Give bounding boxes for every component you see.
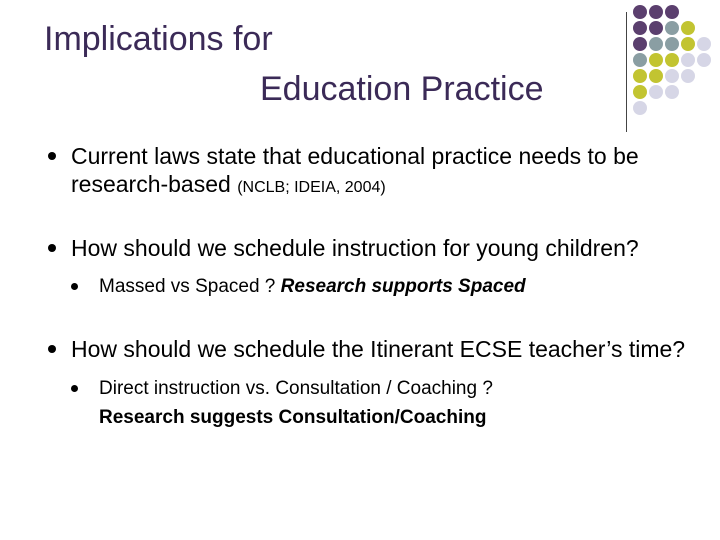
decorative-dot bbox=[649, 53, 663, 67]
decorative-dot bbox=[665, 53, 679, 67]
decorative-dot bbox=[649, 5, 663, 19]
decorative-dot bbox=[649, 85, 663, 99]
bullet-marker bbox=[48, 244, 56, 252]
bullet-marker bbox=[48, 152, 56, 160]
decorative-dot bbox=[697, 53, 711, 67]
decorative-dot bbox=[697, 37, 711, 51]
decorative-dot bbox=[649, 69, 663, 83]
sub-bullet-text: Direct instruction vs. Consultation / Coaching ? bbox=[99, 378, 493, 399]
bullet-text: How should we schedule the Itinerant ECSE teacher’s time? bbox=[71, 336, 686, 362]
bullet-citation: (NCLB; IDEIA, 2004) bbox=[237, 179, 386, 196]
sub-bullet-item bbox=[71, 374, 698, 432]
decorative-dot bbox=[633, 21, 647, 35]
sub-bullet-text: Massed vs Spaced ? bbox=[99, 276, 281, 297]
bullet-marker bbox=[48, 345, 56, 353]
sub-bullet-marker bbox=[71, 385, 78, 392]
decorative-dot bbox=[633, 53, 647, 67]
decorative-dot bbox=[681, 21, 695, 35]
decorative-dot bbox=[633, 69, 647, 83]
title-line-1: Implications for bbox=[44, 20, 273, 58]
sub-bullet-emphasis: Research suggests Consultation/Coaching bbox=[99, 407, 487, 428]
decorative-dot bbox=[665, 69, 679, 83]
decorative-dot bbox=[633, 85, 647, 99]
sub-bullet-marker bbox=[71, 283, 78, 290]
sub-bullet-item bbox=[71, 272, 698, 301]
decorative-dot bbox=[665, 21, 679, 35]
sub-bullet-emphasis: Research supports Spaced bbox=[280, 276, 526, 297]
decorative-dot-grid bbox=[0, 0, 720, 140]
title-line-2: Education Practice bbox=[260, 70, 544, 108]
decorative-dot bbox=[681, 53, 695, 67]
decorative-dot bbox=[681, 69, 695, 83]
decorative-dot bbox=[649, 21, 663, 35]
decorative-dot bbox=[681, 37, 695, 51]
bullet-item bbox=[48, 335, 698, 363]
decorative-dot bbox=[665, 5, 679, 19]
decorative-dot bbox=[649, 37, 663, 51]
decorative-dot bbox=[665, 85, 679, 99]
decorative-dot bbox=[633, 5, 647, 19]
decorative-dot bbox=[665, 37, 679, 51]
bullet-text: How should we schedule instruction for young children? bbox=[71, 235, 639, 261]
bullet-text: Current laws state that educational practice needs to be research-based bbox=[71, 143, 639, 197]
bullet-list bbox=[48, 140, 698, 432]
decorative-dot bbox=[633, 101, 647, 115]
bullet-item bbox=[48, 142, 698, 202]
decorative-dot bbox=[633, 37, 647, 51]
bullet-item bbox=[48, 234, 698, 262]
